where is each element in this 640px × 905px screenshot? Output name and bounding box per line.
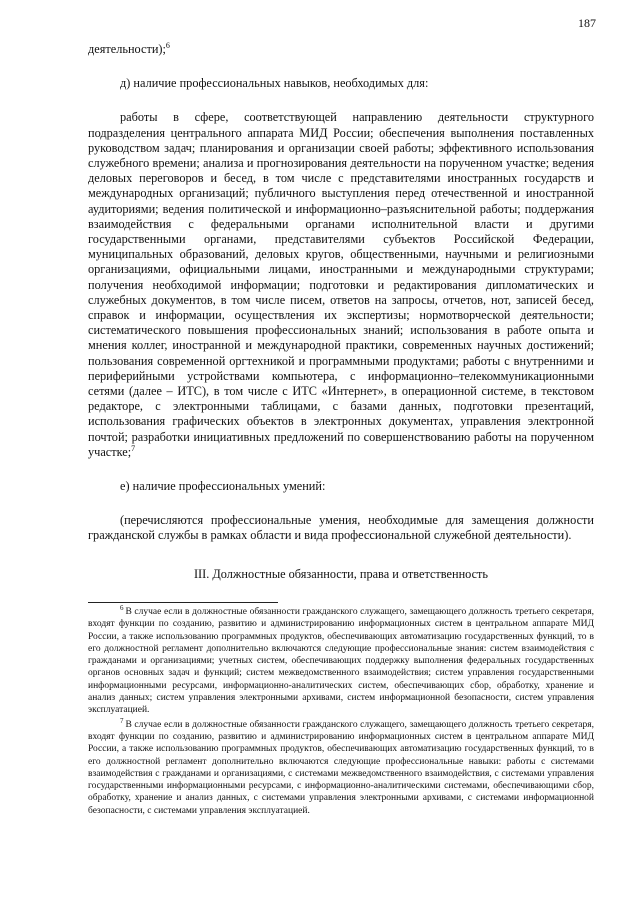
paragraph-text: деятельности);: [88, 42, 166, 56]
paragraph-skills-heading: д) наличие профессиональных навыков, необходимых для:: [120, 76, 429, 91]
section-heading: III. Должностные обязанности, права и ответственность: [193, 566, 489, 581]
paragraph-skills-list: [88, 110, 594, 460]
footnote-text: В случае если в должностные обязанности гражданского служащего, замещающего должность третьего секретаря, входят функции по созданию, развитию и администрированию информационных систем в центральном аппарате МИД России, а также использованию программных продуктов, обеспечивающих автоматизацию государственных функций, то в его должностной регламент дополнительно включаются следующие профессиональные знания: систем взаимодействия с гражданами и организациями; учетных систем, обеспечивающих поддержку выполнения федеральных государственных органов основных задач и функций; систем межведомственного взаимодействия; систем управления государственными информационными ресурсами, информационно-аналитических систем, обеспечивающих сбор, обработку, хранение и анализ данных; систем управления электронными архивами, систем информационной безопасности, систем управления эксплуатацией.: [88, 607, 594, 716]
footnote-mark: 7: [120, 716, 124, 725]
footnotes: [88, 603, 594, 817]
footnote-text: В случае если в должностные обязанности гражданского служащего, замещающего должность третьего секретаря, входят функции по созданию, развитию и администрированию информационных систем в центральном аппарате МИД России, а также использованию программных продуктов, обеспечивающих автоматизацию государственных функций, то в его должностной регламент дополнительно включаются следующие профессиональные навыки: работы с системами взаимодействия с гражданами и организациями, с системами межведомственного взаимодействия, с системами управления государственными информационными ресурсами, с информационно-аналитическими системами, обеспечивающими сбор, обработку, хранение и анализ данных, с системами управления электронными архивами, с системами информационной безопасности, с системами управления эксплуатацией.: [88, 719, 594, 816]
footnote-ref-7[interactable]: 7: [131, 443, 136, 453]
paragraph-abilities-heading: е) наличие профессиональных умений:: [120, 479, 326, 494]
paragraph-text: работы в сфере, соответствующей направлению деятельности структурного подразделения центрального аппарата МИД России; обеспечения выполнения поставленных руководством задач; планирования и организации своей работы; эффективного использования служебного времени; анализа и прогнозирования деятельности на порученном участке; ведения деловых переговоров и бесед, в том числе с представителями иностранных государств и международных организаций; публичного выступления перед отечественной и иностранной аудиториями; ведения политической и информационно–разъяснительной работы; поддержания взаимодействия с федеральными органами исполнительной власти и другими государственными органами, представителями субъектов Российской Федерации, муниципальных образований, деловых кругов, общественными, научными и религиозными организациями, официальными лицами, иностранными и международными структурами; получения необходимой информации; подготовки и редактирования дипломатических и служебных документов, в том числе писем, ответов на запросы, отчетов, нот, записей бесед, справок и информации, осуществления их экспертизы; нормотворческой деятельности; систематического повышения профессиональных знаний; использования в работе опыта и мнения коллег, иностранной и международной практики, современных научных достижений; пользования современной оргтехникой и программными продуктами; работы с внутренними и периферийными устройствами компьютера, с информационно–телекоммуникационными сетями (далее – ИТС), в том числе с ИТС «Интернет», в операционной системе, в текстовом редакторе, с электронными таблицами, с базами данных, подготовки презентаций, использования графических объектов в электронных документах, управления электронной почтой; разработки инициативных предложений по совершенствованию работы на порученном участке;: [88, 110, 594, 459]
paragraph-abilities-note: (перечисляются профессиональные умения, необходимые для замещения должности гражданской службы в рамках области и вида профессиональной служебной деятельности).: [88, 513, 594, 543]
footnote-6: [88, 603, 594, 717]
footnote-ref-6[interactable]: 6: [165, 40, 170, 50]
footnote-mark: 6: [120, 603, 124, 612]
footnote-7: [88, 716, 594, 817]
footnote-divider: [88, 602, 278, 603]
page-number: 187: [578, 16, 596, 30]
document-body: [88, 42, 594, 582]
paragraph-continuation: [88, 42, 594, 57]
